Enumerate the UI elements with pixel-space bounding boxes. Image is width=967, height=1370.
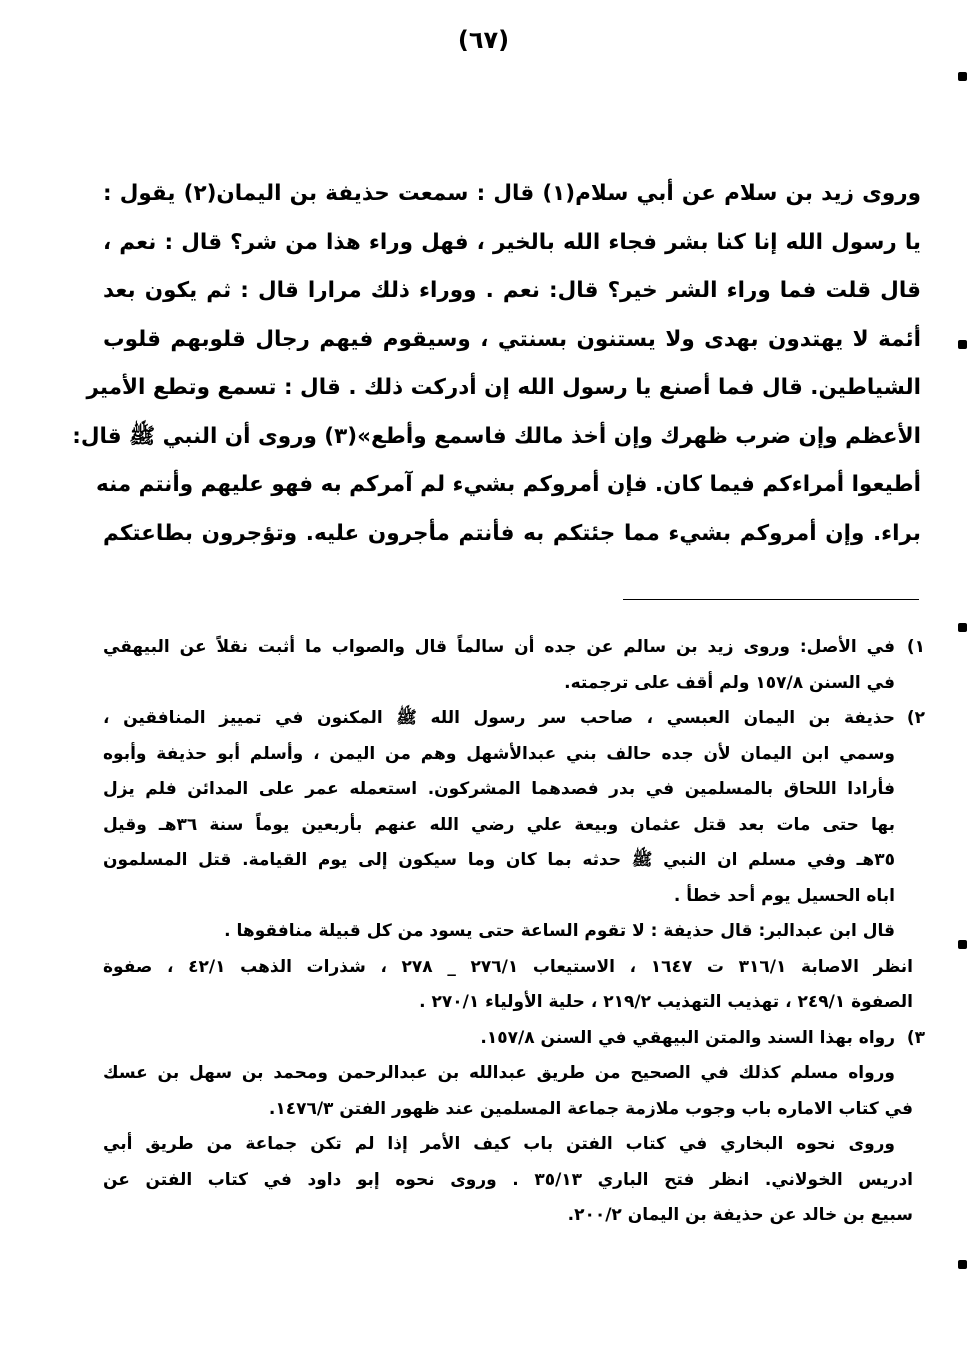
- footnote-2-line: الصفوة ٢٤٩/١ ، تهذيب التهذيب ٢١٩/٢ ، حلية الأولياء ٢٧٠/١ .: [419, 992, 913, 1012]
- body-text: [72, 170, 921, 558]
- scan-margin-mark: [958, 340, 967, 349]
- footnote-3-line: في كتاب الاماره باب وجوب ملازمة جماعة المسلمين عند ظهور الفتن ١٤٧٦/٣.: [268, 1098, 913, 1119]
- footnote-2-line: قال ابن عبدالبر: قال حذيفة : لا تقوم الساعة حتى يسود من كل قبيلة منافقوها .: [224, 921, 895, 941]
- body-line: يا رسول الله إنا كنا بشر فجاء الله بالخير ، فهل وراء هذا من شر؟ قال : نعم ،: [103, 229, 921, 255]
- footnote-2-line: وسمي ابن اليمان لأن جده حالف بني عبدالأشهل وهم من اليمن ، وأسلم أبو حذيفة وأبوه: [103, 743, 895, 764]
- footnotes: [103, 630, 925, 1234]
- footnote-2-line: فأرادا اللحاق بالمسلمين في بدر فصدهما المشركون. استعمله عمر على المدائن فلم يزل: [103, 779, 895, 799]
- body-line: قال قلت فما وراء الشر خير؟ قال: نعم . ووراء ذلك مرارا قال : ثم يكون بعد: [103, 278, 921, 303]
- footnote-separator: [623, 599, 919, 600]
- footnote-1-line: في السنن ١٥٧/٨ ولم أقف على ترجمته.: [564, 672, 895, 693]
- footnote-number: ٣): [906, 1027, 925, 1048]
- scan-margin-mark: [958, 72, 967, 81]
- scan-margin-mark: [958, 623, 967, 632]
- page-number: (٦٧): [457, 26, 510, 54]
- footnote-number: ٢): [906, 708, 925, 728]
- footnote-3-line: [103, 1021, 925, 1057]
- scan-margin-mark: [958, 940, 967, 949]
- body-line: وروى زيد بن سلام عن أبي سلام(١) قال : سمعت حذيفة بن اليمان(٢) يقول :: [103, 181, 921, 206]
- footnote-2-line: اباه الحسيل يوم أحد خطأ .: [673, 885, 895, 906]
- footnote-3-line: ادريس الخولاني. انظر فتح الباري ٣٥/١٣ . وروى نحوه إبو داود في كتاب الفتن عن: [103, 1169, 914, 1190]
- footnote-number: ١): [906, 637, 925, 657]
- body-line: الشياطين. قال فما أصنع يا رسول الله إن أدركت ذلك . قال : تسمع وتطع الأمير: [86, 375, 921, 400]
- footnote-2-line: انظر الاصابة ٣١٦/١ ت ١٦٤٧ ، الاستيعاب ٢٧٦/١ _ ٢٧٨ ، شذرات الذهب ٤٢/١ ، صفوة: [103, 956, 914, 977]
- footnote-2-line: بها حتى مات بعد قتل عثمان وبيعة علي رضي الله عنهم بأربعين يوماً سنة ٣٦هـ وقيل: [103, 814, 895, 835]
- body-line: الأعظم وإن ضرب ظهرك وإن أخذ مالك فاسمع وأطع»(٣) وروى أن النبي ﷺ قال:: [72, 423, 921, 449]
- body-line: أطيعوا أمراءكم فيما كان. فإن أمروكم بشيء لم آمركم به فهو عليهم وأنتم منه: [96, 472, 921, 497]
- body-line: براء. وإن أمروكم بشيء مما جئتكم به فأنتم مأجرون عليه. وتؤجرون بطاعتكم: [103, 520, 921, 546]
- footnote-text: حذيفة بن اليمان العبسي ، صاحب سر رسول الله ﷺ المكنون في تمييز المنافقين ،: [103, 708, 895, 728]
- footnote-1-line: [103, 630, 925, 666]
- footnote-3-line: وروى نحوه البخاري في كتاب الفتن باب كيف الأمر إذا لم تكن جماعة من طريق أبي: [103, 1134, 895, 1154]
- footnote-3-line: سبيع بن خالد عن حذيفة بن اليمان ٢٠٠/٢.: [567, 1205, 913, 1225]
- footnote-text: في الأصل: وروى زيد بن سالم عن جده أن سالماً قال والصواب ما أثبت نقلاً عن البيهقي: [103, 637, 895, 657]
- footnote-text: رواه بهذا السند والمتن البيهقي في السنن ١٥٧/٨.: [480, 1027, 895, 1048]
- footnote-3-line: ورواه مسلم كذلك في الصحيح من طريق عبدالله بن عبدالرحمن ومحمد بن سهل بن عسك: [103, 1063, 895, 1083]
- footnote-2-line: [103, 701, 925, 737]
- scan-margin-mark: [958, 1260, 967, 1269]
- body-line: أئمة لا يهتدون بهدى ولا يستنون بسنتي ، وسيقوم فيهم رجال قلوبهم قلوب: [103, 326, 921, 352]
- footnote-2-line: ٣٥هـ وفي مسلم ان النبي ﷺ حدثه بما كان وما سيكون إلى يوم القيامة. قتل المسلمون: [103, 850, 895, 870]
